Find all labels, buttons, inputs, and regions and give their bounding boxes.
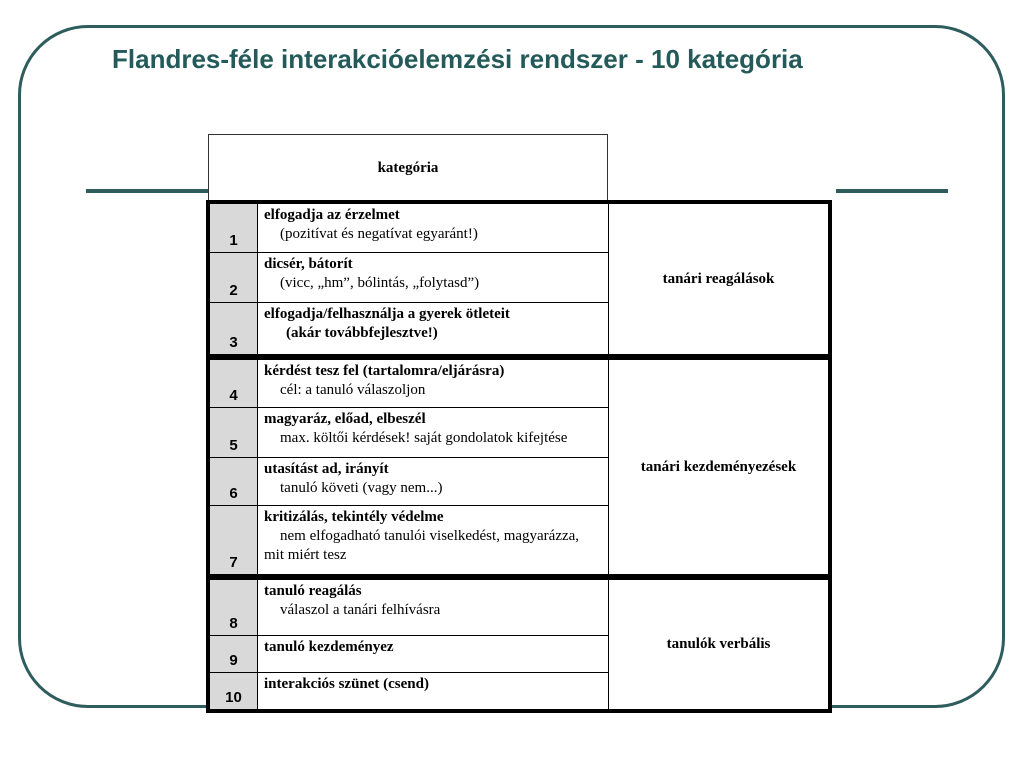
row-number: 9 [210, 636, 258, 672]
row-title: tanuló kezdeményez [264, 639, 394, 655]
row-title: magyaráz, előad, elbeszél [264, 410, 426, 427]
row-number: 8 [210, 580, 258, 635]
table-header: kategória [208, 134, 608, 201]
row-title: elfogadja/felhasználja a gyerek ötleteit [264, 305, 510, 322]
table-row [210, 673, 608, 709]
row-title: tanuló reagálás [264, 583, 362, 599]
row-subtitle: nem elfogadható tanulói viselkedést, magyarázza, mit miért tesz [264, 527, 580, 563]
table-row [210, 580, 608, 636]
row-description [258, 360, 608, 407]
row-description [258, 408, 608, 457]
table-row [210, 636, 608, 673]
row-title: utasítást ad, irányít [264, 461, 389, 477]
group-label: tanulók verbális [608, 580, 828, 709]
row-description [258, 580, 608, 635]
row-title: interakciós szünet (csend) [264, 676, 429, 692]
row-description [258, 253, 608, 301]
row-subtitle: cél: a tanuló válaszoljon [280, 382, 426, 398]
title-rule-left [86, 189, 208, 193]
group-student-verbal [206, 576, 832, 713]
slide-title: Flandres-féle interakcióelemzési rendszer - 10 kategória [112, 44, 803, 74]
group-label: tanári reagálások [608, 204, 828, 354]
row-subtitle: (vicc, „hm”, bólintás, „folytasd”) [280, 275, 480, 292]
table-row [210, 253, 608, 302]
row-subtitle: (pozitívat és negatívat egyaránt!) [280, 226, 478, 242]
table-row [210, 303, 608, 354]
row-number: 4 [210, 360, 258, 407]
group-rows [210, 360, 608, 574]
row-description [258, 673, 608, 709]
row-subtitle: tanuló követi (vagy nem...) [280, 480, 443, 496]
row-number: 6 [210, 458, 258, 505]
group-teacher-responses [206, 200, 832, 358]
row-title: elfogadja az érzelmet [264, 207, 400, 223]
row-title: kritizálás, tekintély védelme [264, 508, 444, 525]
group-label: tanári kezdeményezések [608, 360, 828, 574]
row-number: 5 [210, 408, 258, 457]
row-description [258, 506, 608, 574]
row-description [258, 458, 608, 505]
row-description [258, 303, 608, 354]
table-row [210, 506, 608, 574]
table-row [210, 360, 608, 408]
row-description [258, 636, 608, 672]
title-rule-right [836, 189, 948, 193]
group-teacher-initiations [206, 356, 832, 578]
row-description [258, 204, 608, 252]
group-rows [210, 580, 608, 709]
row-title: kérdést tesz fel (tartalomra/eljárásra) [264, 363, 505, 379]
row-number: 10 [210, 673, 258, 709]
table-row [210, 408, 608, 458]
table-row [210, 204, 608, 253]
row-title: dicsér, bátorít [264, 256, 353, 273]
group-rows [210, 204, 608, 354]
row-subtitle: max. költői kérdések! saját gondolatok kifejtése [280, 429, 568, 446]
row-number: 7 [210, 506, 258, 574]
row-number: 3 [210, 303, 258, 354]
row-number: 2 [210, 253, 258, 301]
row-subtitle: (akár továbbfejlesztve!) [286, 324, 438, 341]
row-number: 1 [210, 204, 258, 252]
row-subtitle: válaszol a tanári felhívásra [280, 602, 441, 618]
table-row [210, 458, 608, 506]
